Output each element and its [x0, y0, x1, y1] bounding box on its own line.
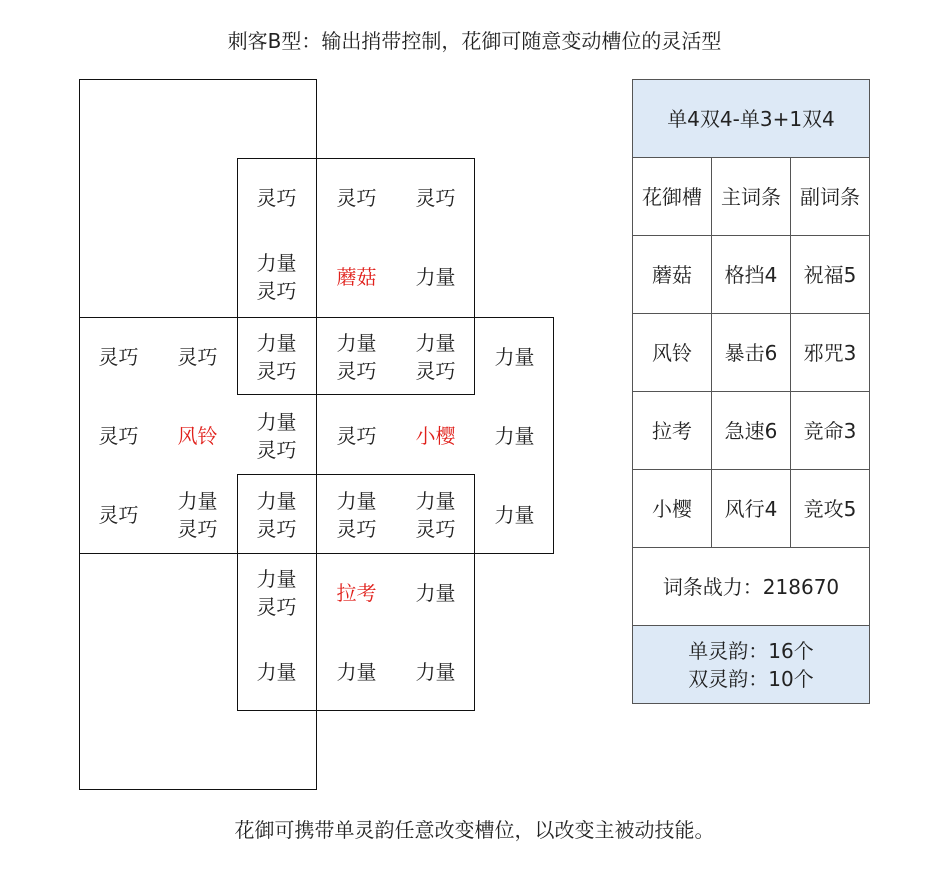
table-row — [633, 236, 870, 314]
grid-cell-text: 力量 — [256, 330, 297, 355]
grid-cell-text: 力量 — [256, 566, 297, 591]
grid-cell-text: 力量 — [256, 250, 297, 275]
grid-cell-text: 蘑菇 — [336, 264, 377, 289]
grid-cell — [396, 553, 475, 632]
column-header-slot: 花御槽 — [633, 158, 712, 236]
table-cell: 暴击6 — [712, 314, 791, 392]
grid-cell-text: 灵巧 — [336, 185, 377, 210]
grid-cell — [396, 475, 475, 554]
grid-cell-hanayu — [317, 237, 396, 316]
grid-cell — [237, 475, 316, 554]
grid-cell — [475, 396, 554, 475]
grid-cell — [475, 475, 554, 554]
grid-cell-text: 灵巧 — [336, 423, 377, 448]
single-rune-count: 单灵韵：16个 — [688, 638, 814, 663]
grid-cell — [317, 317, 396, 396]
grid-cell-text: 力量 — [494, 502, 535, 527]
grid-cell — [158, 317, 237, 396]
diagram-title: 刺客B型：输出捎带控制，花御可随意变动槽位的灵活型 — [227, 29, 722, 53]
grid-cell-text: 力量 — [494, 344, 535, 369]
grid-cell-hanayu — [158, 396, 237, 475]
table-cell: 风行4 — [712, 470, 791, 548]
table-cell: 拉考 — [633, 392, 712, 470]
grid-cell-text: 灵巧 — [98, 344, 139, 369]
grid-cell — [237, 237, 316, 316]
table-cell: 竞攻5 — [791, 470, 870, 548]
table-cell: 竞命3 — [791, 392, 870, 470]
grid-cell-text: 灵巧 — [415, 358, 456, 383]
power-summary: 词条战力：218670 — [633, 548, 870, 626]
grid-cell — [237, 553, 316, 632]
grid-cell — [317, 396, 396, 475]
grid-cell-text: 力量 — [336, 330, 377, 355]
grid-cell-text: 风铃 — [177, 423, 218, 448]
grid-cell-text: 灵巧 — [256, 185, 297, 210]
grid-cell — [237, 317, 316, 396]
table-cell: 祝福5 — [791, 236, 870, 314]
grid-cell-text: 灵巧 — [415, 185, 456, 210]
grid-cell-text: 力量 — [415, 580, 456, 605]
grid-cell-text: 小樱 — [415, 423, 456, 448]
grid-cell-text: 拉考 — [336, 580, 377, 605]
grid-cell-text: 灵巧 — [256, 516, 297, 541]
footer-note: 花御可携带单灵韵任意改变槽位，以改变主被动技能。 — [234, 818, 715, 842]
table-cell: 小樱 — [633, 470, 712, 548]
grid-cell-text: 灵巧 — [177, 344, 218, 369]
grid-cell-text: 灵巧 — [98, 502, 139, 527]
grid-cell-text: 灵巧 — [256, 594, 297, 619]
grid-cell — [317, 632, 396, 711]
grid-cell — [396, 158, 475, 237]
table-cell: 格挡4 — [712, 236, 791, 314]
grid-cell-text: 灵巧 — [256, 278, 297, 303]
grid-cell-text: 灵巧 — [336, 516, 377, 541]
grid-cell — [79, 396, 158, 475]
column-header-main: 主词条 — [712, 158, 791, 236]
column-header-sub: 副词条 — [791, 158, 870, 236]
grid-cell — [237, 158, 316, 237]
grid-cell-text: 力量 — [177, 488, 218, 513]
grid-cell — [79, 317, 158, 396]
grid-cell — [317, 475, 396, 554]
grid-cell — [396, 237, 475, 316]
double-rune-count: 双灵韵：10个 — [688, 666, 814, 691]
table-header: 单4双4-单3+1双4 — [633, 80, 870, 158]
grid-cell — [158, 475, 237, 554]
config-table — [632, 79, 870, 704]
table-row — [633, 314, 870, 392]
grid-cell-text: 力量 — [336, 659, 377, 684]
grid-cell-text: 灵巧 — [336, 358, 377, 383]
grid-cell-text: 力量 — [336, 488, 377, 513]
grid-cell-text: 力量 — [415, 330, 456, 355]
grid-cell-text: 灵巧 — [256, 358, 297, 383]
grid-cell-text: 灵巧 — [98, 423, 139, 448]
grid-cell-text: 力量 — [256, 488, 297, 513]
table-cell: 蘑菇 — [633, 236, 712, 314]
grid-cell-hanayu — [396, 396, 475, 475]
grid-cell-text: 灵巧 — [415, 516, 456, 541]
grid-cell — [237, 396, 316, 475]
grid-cell-text: 灵巧 — [256, 437, 297, 462]
grid-cell-text: 力量 — [256, 659, 297, 684]
grid-cell-text: 灵巧 — [177, 516, 218, 541]
table-row — [633, 392, 870, 470]
table-cell: 急速6 — [712, 392, 791, 470]
grid-cell — [237, 632, 316, 711]
grid-cell-text: 力量 — [415, 659, 456, 684]
table-row — [633, 470, 870, 548]
grid-cell-text: 力量 — [415, 264, 456, 289]
grid-cell-text: 力量 — [256, 409, 297, 434]
grid-cell-text: 力量 — [494, 423, 535, 448]
grid-cell — [475, 317, 554, 396]
table-cell: 邪咒3 — [791, 314, 870, 392]
rune-count-summary — [633, 626, 870, 704]
grid-cell — [317, 158, 396, 237]
table-cell: 风铃 — [633, 314, 712, 392]
grid-cell — [79, 475, 158, 554]
grid-cell-text: 力量 — [415, 488, 456, 513]
grid-cell — [396, 317, 475, 396]
grid-cell-hanayu — [317, 553, 396, 632]
grid-cell — [396, 632, 475, 711]
